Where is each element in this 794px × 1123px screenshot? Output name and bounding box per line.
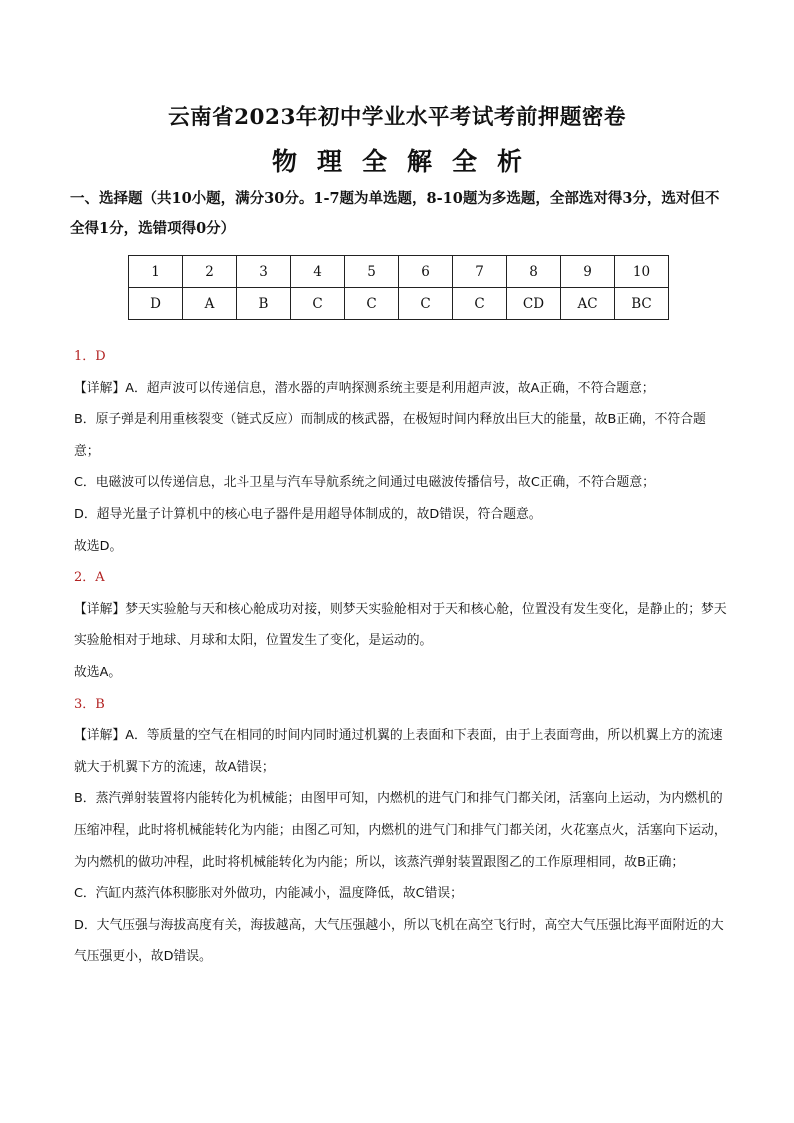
q2-explanation: 【详解】梦天实验舱与天和核心舱成功对接，则梦天实验舱相对于天和核心舱，位置没有发生变化，是静止的；梦天实验舱相对于地球、月球和太阳，位置发生了变化，是运动的。 — [74, 601, 727, 649]
answer-table-number-row — [129, 256, 669, 288]
answer-cell: A — [183, 288, 237, 320]
q2-conclusion: 故选A。 — [74, 664, 122, 680]
question-1-answer: 1．D — [74, 349, 106, 364]
document-title: 云南省2023年初中学业水平考试考前押题密卷 — [168, 105, 626, 130]
q1-explanation-b: B．原子弹是利用重核裂变（链式反应）而制成的核武器，在极短时间内释放出巨大的能量，故B正确，不符合题意； — [74, 412, 706, 459]
answer-table — [128, 255, 669, 320]
question-number-cell: 1 — [129, 256, 183, 288]
answer-cell: B — [237, 288, 291, 320]
question-number-cell: 7 — [453, 256, 507, 288]
answer-cell: CD — [507, 288, 561, 320]
answer-cell: D — [129, 288, 183, 320]
answer-cell: AC — [561, 288, 615, 320]
question-number-cell: 10 — [615, 256, 669, 288]
answer-cell: C — [291, 288, 345, 320]
subtitle-char: 全 — [452, 147, 478, 176]
answer-cell: BC — [615, 288, 669, 320]
question-number-cell: 4 — [291, 256, 345, 288]
section-instructions: 一、选择题（共10小题，满分30分。1-7题为单选题，8-10题为多选题，全部选对得3分，选对但不全得1分，选错项得0分） — [70, 190, 720, 237]
q1-conclusion: 故选D。 — [74, 538, 123, 554]
answer-cell: C — [399, 288, 453, 320]
q1-explanation-a: 【详解】A．超声波可以传递信息，潜水器的声呐探测系统主要是利用超声波，故A正确，不符合题意； — [74, 380, 655, 396]
q3-explanation-d: D．大气压强与海拔高度有关，海拔越高，大气压强越小，所以飞机在高空飞行时，高空大气压强比海平面附近的大气压强更小，故D错误。 — [74, 917, 724, 965]
question-number-cell: 6 — [399, 256, 453, 288]
answer-cell: C — [345, 288, 399, 320]
q1-explanation-d: D．超导光量子计算机中的核心电子器件是用超导体制成的，故D错误，符合题意。 — [74, 506, 542, 522]
answer-table-answer-row — [129, 288, 669, 320]
question-number-cell: 3 — [237, 256, 291, 288]
question-3-answer: 3．B — [74, 696, 105, 712]
subtitle-char: 解 — [407, 147, 433, 176]
document-subtitle — [0, 142, 794, 178]
q3-explanation-a: 【详解】A．等质量的空气在相同的时间内同时通过机翼的上表面和下表面，由于上表面弯曲，所以机翼上方的流速就大于机翼下方的流速，故A错误； — [74, 728, 723, 775]
question-number-cell: 2 — [183, 256, 237, 288]
q1-explanation-c: C．电磁波可以传递信息，北斗卫星与汽车导航系统之间通过电磁波传播信号，故C正确，不符合题意； — [74, 475, 655, 491]
answer-cell: C — [453, 288, 507, 320]
subtitle-char: 析 — [497, 147, 523, 176]
q3-explanation-c: C．汽缸内蒸汽体积膨胀对外做功，内能减小，温度降低，故C错误； — [74, 886, 463, 902]
question-number-cell: 8 — [507, 256, 561, 288]
subtitle-char: 全 — [361, 147, 387, 176]
subtitle-char: 理 — [316, 147, 342, 176]
question-2-answer: 2．A — [74, 570, 105, 586]
question-number-cell: 5 — [345, 256, 399, 288]
explanations — [74, 341, 728, 973]
q3-explanation-b: B．蒸汽弹射装置将内能转化为机械能；由图甲可知，内燃机的进气门和排气门都关闭，活塞向上运动，为内燃机的压缩冲程，此时将机械能转化为内能；由图乙可知，内燃机的进气门和排气门都关闭，火花塞点火，活塞向下运动，为内燃机的做功冲程，此时将机械能转化为内能；所以，该蒸汽弹射装置跟图乙的工作原理相同，故B正确； — [74, 791, 727, 870]
subtitle-char: 物 — [271, 147, 297, 176]
question-number-cell: 9 — [561, 256, 615, 288]
